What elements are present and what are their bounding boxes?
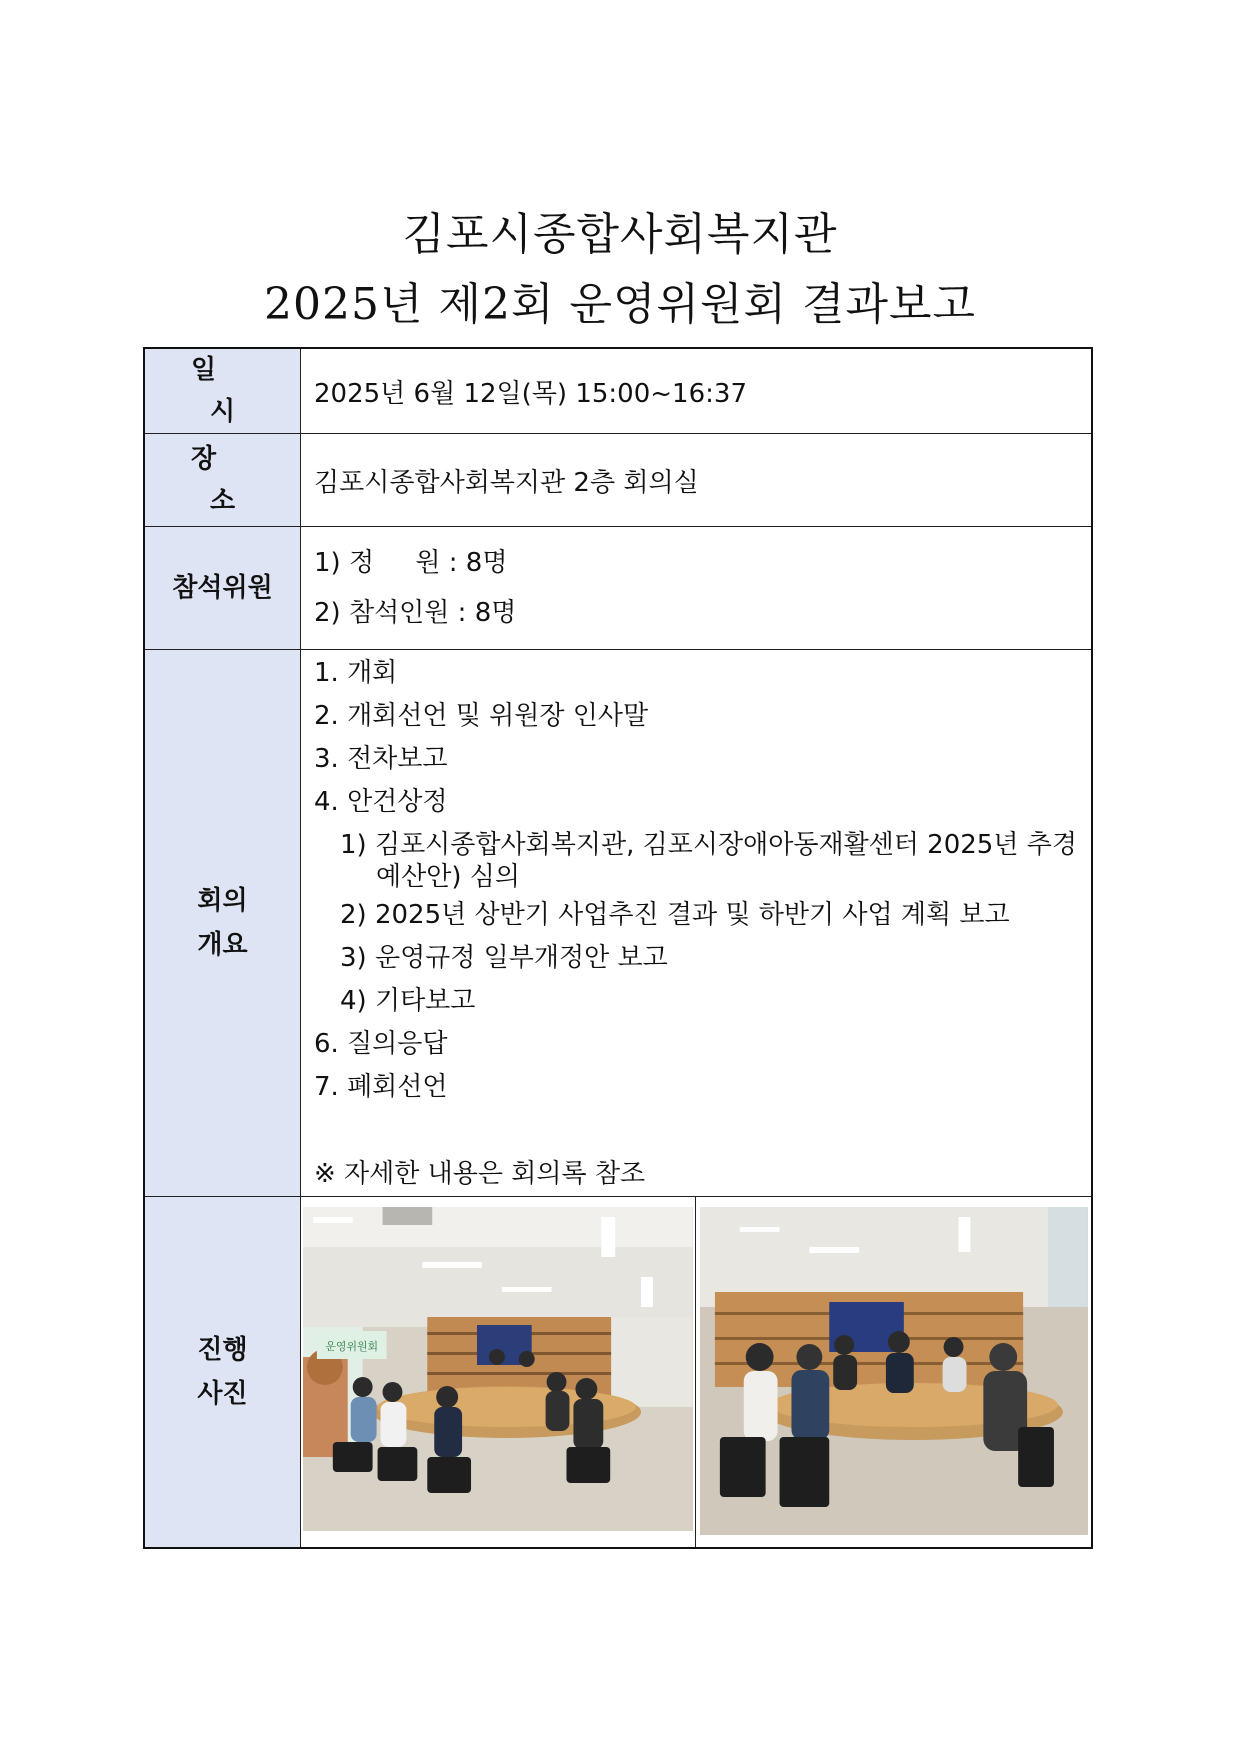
label-photos: 진행 사진	[144, 1197, 301, 1549]
label-agenda: 회의 개요	[144, 650, 301, 1197]
sub-item: 3) 운영규정 일부개정안 보고	[340, 943, 668, 973]
sub-item: 2) 2025년 상반기 사업추진 결과 및 하반기 사업 계획 보고	[340, 900, 1010, 930]
report-table	[143, 347, 1093, 1549]
label-date: 일 시	[144, 348, 301, 434]
agenda-note: ※ 자세한 내용은 회의록 참조	[314, 1159, 646, 1189]
value-attendees	[301, 527, 1093, 650]
meeting-photo-left	[303, 1207, 693, 1531]
sub-item-continuation: 예산안) 심의	[376, 862, 520, 892]
banner-text: 운영위원회	[325, 1339, 379, 1354]
row-date	[144, 348, 1092, 434]
list-item: 3. 전차보고	[314, 744, 448, 774]
list-item: 7. 폐회선언	[314, 1072, 448, 1102]
row-place	[144, 434, 1092, 527]
value-place: 김포시종합사회복지관 2층 회의실	[301, 434, 1093, 527]
attendees-total: 1) 정 원 : 8명	[314, 548, 508, 578]
document-title: 김포시종합사회복지관	[402, 209, 838, 260]
row-attendees	[144, 527, 1092, 650]
value-date: 2025년 6월 12일(목) 15:00~16:37	[301, 348, 1093, 434]
list-item: 1. 개회	[314, 658, 398, 688]
photos-cell	[301, 1197, 1093, 1549]
sub-item: 1) 김포시종합사회복지관, 김포시장애아동재활센터 2025년 추경	[340, 830, 1077, 860]
sub-item: 4) 기타보고	[340, 986, 476, 1016]
document-subtitle: 2025년 제2회 운영위원회 결과보고	[264, 279, 976, 330]
attendees-present: 2) 참석인원 : 8명	[314, 598, 517, 628]
meeting-photo-right	[700, 1207, 1088, 1535]
agenda-list	[301, 650, 1093, 1197]
label-attendees: 참석위원	[144, 527, 301, 650]
row-agenda	[144, 650, 1092, 1197]
list-item: 4. 안건상정	[314, 787, 448, 817]
list-item: 6. 질의응답	[314, 1029, 448, 1059]
label-place: 장 소	[144, 434, 301, 527]
row-photos	[144, 1197, 1092, 1549]
list-item: 2. 개회선언 및 위원장 인사말	[314, 701, 649, 731]
